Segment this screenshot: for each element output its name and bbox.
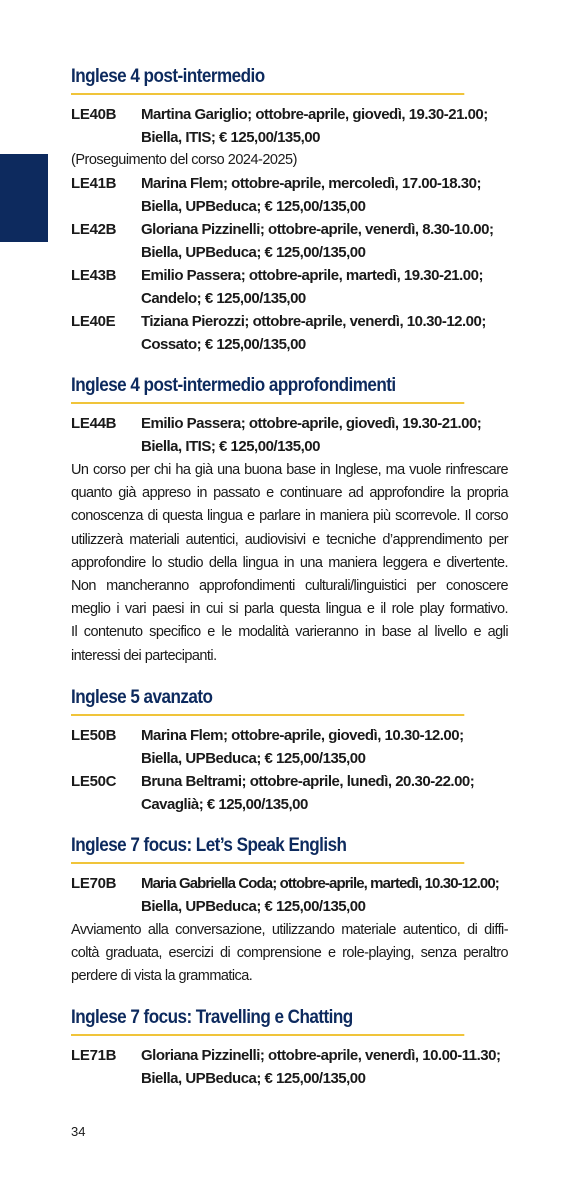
- page-content: [71, 64, 508, 1090]
- course-entry: [71, 103, 508, 149]
- section-inglese-5: [71, 685, 508, 816]
- course-code: LE70B: [71, 874, 117, 892]
- course-info: [141, 412, 508, 458]
- description-line: approfondire lo studio della lingua in una maniera leggera e divertente.: [71, 554, 508, 571]
- course-entry: [71, 172, 508, 218]
- course-details: Gloriana Pizzinelli; ottobre-aprile, venerdì, 10.00-11.30;: [141, 1047, 501, 1065]
- course-entry: [71, 1044, 508, 1090]
- course-details: Martina Gariglio; ottobre-aprile, giovedì, 19.30-21.00;: [141, 106, 488, 123]
- description-line: utilizzerà materiali autentici, audiovisivi e tecniche d’apprendimento per: [71, 531, 508, 548]
- course-location: Cavaglià; € 125,00/135,00: [141, 795, 308, 813]
- description-line: meglio i vari paesi in cui si parla questa lingua e il role play formativo.: [71, 601, 508, 618]
- section-title: Inglese 7 focus: Travelling e Chatting: [71, 1005, 464, 1036]
- course-note: (Proseguimento del corso 2024-2025): [71, 152, 297, 168]
- side-tab-marker: [0, 154, 48, 242]
- course-info: [141, 310, 508, 356]
- course-entry: [71, 264, 508, 310]
- description-line: conoscenza di questa lingua e parlare in maniera più scorrevole. Il corso: [71, 508, 508, 525]
- course-details: Maria Gabriella Coda; ottobre-aprile, martedì, 10.30-12.00;: [141, 874, 499, 892]
- section-inglese-7-travelling: [71, 1005, 508, 1090]
- course-location: Biella, UPBeduca; € 125,00/135,00: [141, 198, 366, 215]
- section-title: Inglese 4 post-intermedio approfondimenti: [71, 373, 464, 404]
- section-title: Inglese 5 avanzato: [71, 685, 464, 716]
- section-inglese-4-approfondimenti: [71, 373, 508, 668]
- course-entry: [71, 218, 508, 264]
- course-code: LE43B: [71, 267, 117, 284]
- section-inglese-4: [71, 64, 508, 356]
- section-title: Inglese 4 post-intermedio: [71, 64, 464, 95]
- course-code: LE44B: [71, 415, 117, 432]
- course-location: Biella, ITIS; € 125,00/135,00: [141, 438, 320, 455]
- course-code: LE71B: [71, 1047, 117, 1065]
- description-line: quanto già appreso in passato e continuare ad approfondire la propria: [71, 485, 508, 502]
- course-info: [141, 264, 508, 310]
- course-details: Marina Flem; ottobre-aprile, giovedì, 10.30-12.00;: [141, 726, 464, 744]
- course-description: [71, 919, 508, 989]
- course-location: Biella, UPBeduca; € 125,00/135,00: [141, 897, 366, 915]
- course-info: [141, 872, 508, 918]
- course-code: LE40B: [71, 106, 117, 123]
- course-info: [141, 724, 508, 770]
- course-info: [141, 172, 508, 218]
- course-entry: [71, 770, 508, 816]
- description-line: Un corso per chi ha già una buona base in Inglese, ma vuole rinfrescare: [71, 462, 508, 478]
- course-entry: [71, 724, 508, 770]
- course-location: Biella, UPBeduca; € 125,00/135,00: [141, 749, 366, 767]
- course-info: [141, 218, 508, 264]
- course-code: LE42B: [71, 221, 117, 238]
- course-code: LE40E: [71, 313, 116, 330]
- description-line: coltà graduata, esercizi di comprensione e role-playing, senza peraltro: [71, 945, 508, 962]
- course-details: Bruna Beltrami; ottobre-aprile, lunedì, 20.30-22.00;: [141, 772, 475, 790]
- description-line: perdere di vista la grammatica.: [71, 968, 253, 985]
- description-line: Avviamento alla conversazione, utilizzando materiale autentico, di diffi-: [71, 921, 508, 938]
- course-details: Marina Flem; ottobre-aprile, mercoledì, 17.00-18.30;: [141, 175, 481, 192]
- course-location: Cossato; € 125,00/135,00: [141, 336, 306, 353]
- course-location: Biella, UPBeduca; € 125,00/135,00: [141, 1070, 366, 1088]
- course-details: Gloriana Pizzinelli; ottobre-aprile, venerdì, 8.30-10.00;: [141, 221, 494, 238]
- section-inglese-7-speak: [71, 833, 508, 989]
- course-code: LE50C: [71, 772, 117, 790]
- course-entry: [71, 872, 508, 918]
- description-line: interessi dei partecipanti.: [71, 647, 217, 664]
- course-location: Candelo; € 125,00/135,00: [141, 290, 306, 307]
- description-line: Non mancheranno approfondimenti culturali/linguistici per conoscere: [71, 578, 508, 595]
- course-details: Emilio Passera; ottobre-aprile, giovedì, 19.30-21.00;: [141, 415, 482, 432]
- course-details: Tiziana Pierozzi; ottobre-aprile, venerdì, 10.30-12.00;: [141, 313, 486, 330]
- course-code: LE41B: [71, 175, 117, 192]
- course-info: [141, 1044, 508, 1090]
- course-code: LE50B: [71, 726, 117, 744]
- section-title: Inglese 7 focus: Let’s Speak English: [71, 833, 464, 864]
- course-info: [141, 103, 508, 149]
- course-location: Biella, UPBeduca; € 125,00/135,00: [141, 244, 366, 261]
- description-line: Il contenuto specifico e le modalità varieranno in base al livello e agli: [71, 624, 508, 641]
- page-number: 34: [71, 1124, 86, 1139]
- course-location: Biella, ITIS; € 125,00/135,00: [141, 129, 320, 146]
- course-description: [71, 459, 508, 668]
- course-details: Emilio Passera; ottobre-aprile, martedì, 19.30-21.00;: [141, 267, 483, 284]
- course-info: [141, 770, 508, 816]
- course-entry: [71, 310, 508, 356]
- course-entry: [71, 412, 508, 458]
